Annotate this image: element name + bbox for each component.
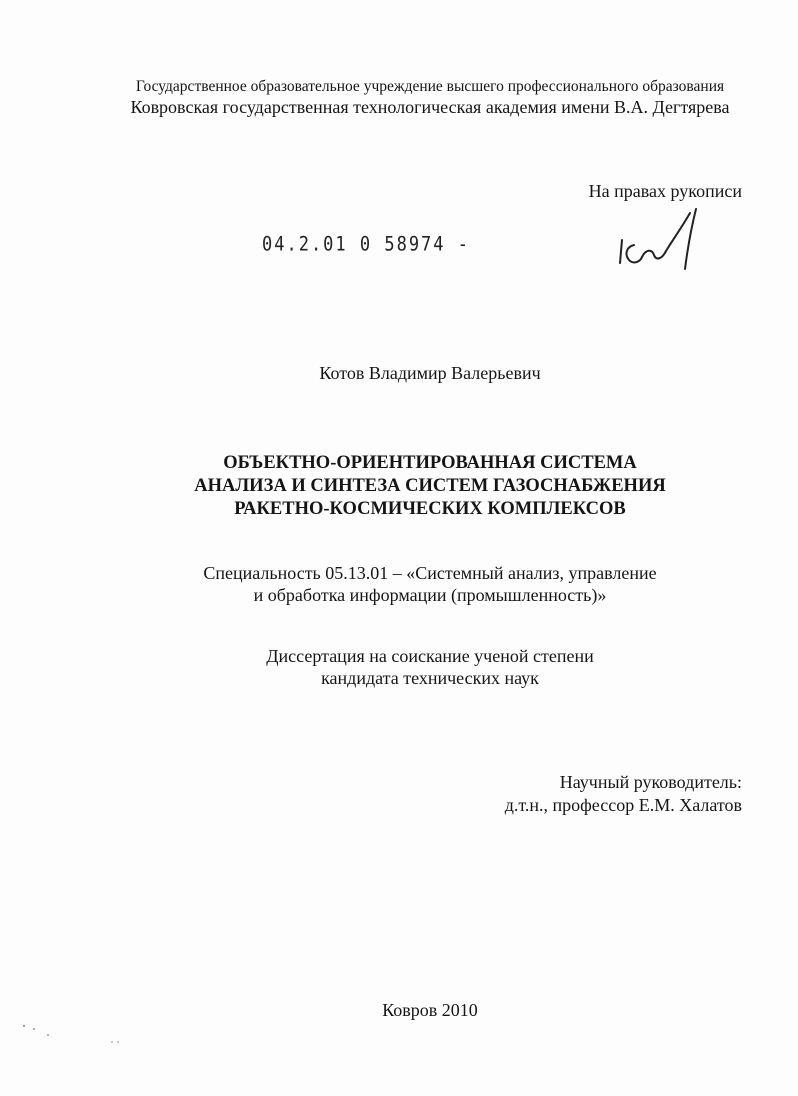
- city-year: Ковров 2010: [382, 1000, 478, 1020]
- specialty-line-1: Специальность 05.13.01 – «Системный анализ, управление: [203, 563, 657, 583]
- degree-line-1: Диссертация на соискание ученой степени: [266, 646, 594, 666]
- dissertation-title: [0, 452, 798, 521]
- degree-line-2: кандидата технических наук: [321, 668, 539, 688]
- scientific-advisor: [505, 771, 742, 817]
- degree-statement: [0, 645, 798, 689]
- advisor-name: д.т.н., профессор Е.М. Халатов: [504, 795, 742, 815]
- advisor-label: Научный руководитель:: [559, 772, 742, 792]
- title-line-1: ОБЪЕКТНО-ОРИЕНТИРОВАННАЯ СИСТЕМА: [223, 453, 637, 473]
- institution-line-2: Ковровская государственная технологическая академия имени В.А. Дегтярева: [130, 97, 730, 117]
- author-name: Котов Владимир Валерьевич: [319, 363, 541, 383]
- scan-specks: [20, 1020, 130, 1050]
- institution-line-1: Государственное образовательное учреждение высшего профессионального образования: [135, 78, 725, 95]
- specialty: [0, 562, 798, 606]
- title-line-3: РАКЕТНО-КОСМИЧЕСКИХ КОМПЛЕКСОВ: [234, 499, 626, 519]
- signature-icon: [612, 205, 712, 280]
- registration-stamp: 04.2.01 0 58974 -: [262, 233, 470, 256]
- rights-note: На правах рукописи: [588, 181, 742, 201]
- title-line-2: АНАЛИЗА И СИНТЕЗА СИСТЕМ ГАЗОСНАБЖЕНИЯ: [194, 476, 666, 496]
- specialty-line-2: и обработка информации (промышленность)»: [253, 585, 607, 605]
